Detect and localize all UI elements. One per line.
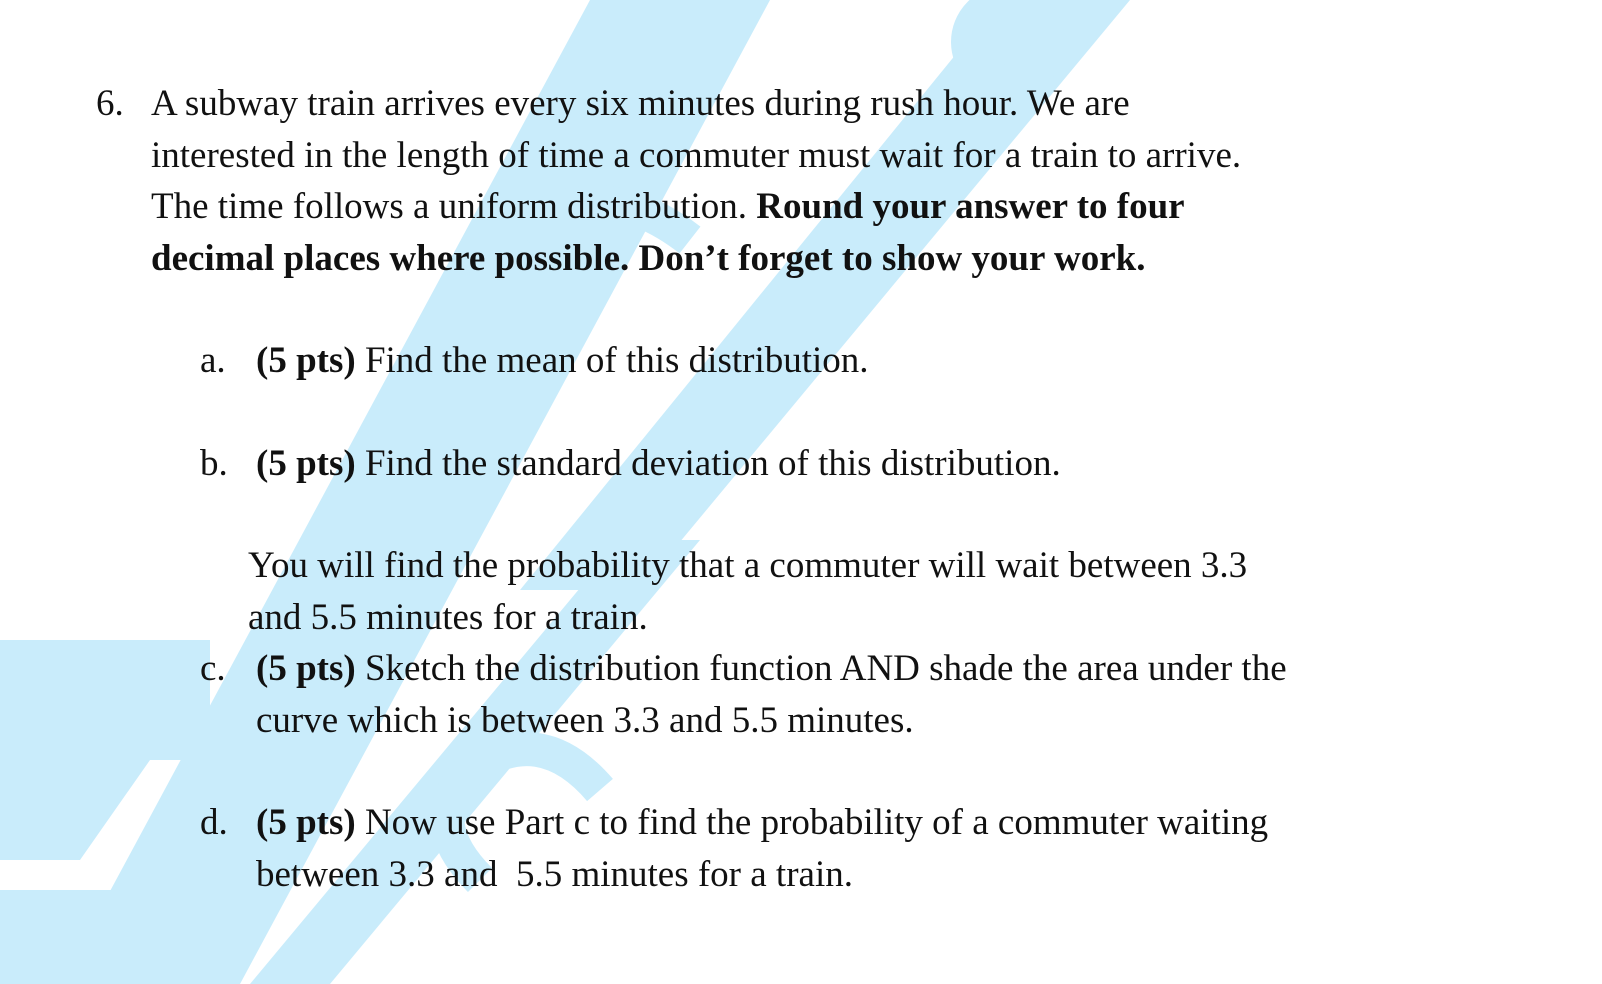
part-c-text-line-1: [256, 643, 1287, 695]
part-a-points: (5 pts): [256, 340, 356, 381]
question-stem-line-2: interested in the length of time a commuter must wait for a train to arrive.: [151, 135, 1242, 176]
question-stem-line-1: A subway train arrives every six minutes during rush hour. We are: [151, 83, 1130, 124]
question-number: 6.: [96, 83, 124, 124]
part-d-text-line-1: [256, 797, 1268, 849]
part-b-points: (5 pts): [256, 443, 356, 484]
part-a-prompt: Find the mean of this distribution.: [355, 340, 869, 381]
part-a-label: a.: [200, 340, 226, 381]
intro-line-1: You will find the probability that a commuter will wait between 3.3: [248, 545, 1248, 586]
part-c-points: (5 pts): [256, 648, 356, 689]
part-c-text-line-2: curve which is between 3.3 and 5.5 minutes.: [256, 700, 914, 741]
part-c-prompt-1: Sketch the distribution function AND shade the area under the: [355, 648, 1287, 689]
part-c-label: c.: [200, 648, 226, 689]
instruction-bold-2: decimal places where possible. Don’t forget to show your work.: [151, 238, 1146, 279]
part-d-label: d.: [200, 802, 228, 843]
part-b-label: b.: [200, 443, 228, 484]
question-stem-line-3: [151, 181, 1185, 233]
question-stem-line-4: [151, 233, 1145, 285]
part-a-text: [256, 335, 869, 387]
instruction-bold-1: Round your answer to four: [756, 186, 1185, 227]
part-d-prompt-1: Now use Part c to find the probability of a commuter waiting: [355, 802, 1269, 843]
intro-line-2: and 5.5 minutes for a train.: [248, 597, 648, 638]
part-d-text-line-2: between 3.3 and 5.5 minutes for a train.: [256, 854, 853, 895]
part-b-text: [256, 438, 1061, 490]
part-d-points: (5 pts): [256, 802, 356, 843]
part-b-prompt: Find the standard deviation of this distribution.: [355, 443, 1061, 484]
question-stem-line-3-text: The time follows a uniform distribution.: [151, 186, 757, 227]
